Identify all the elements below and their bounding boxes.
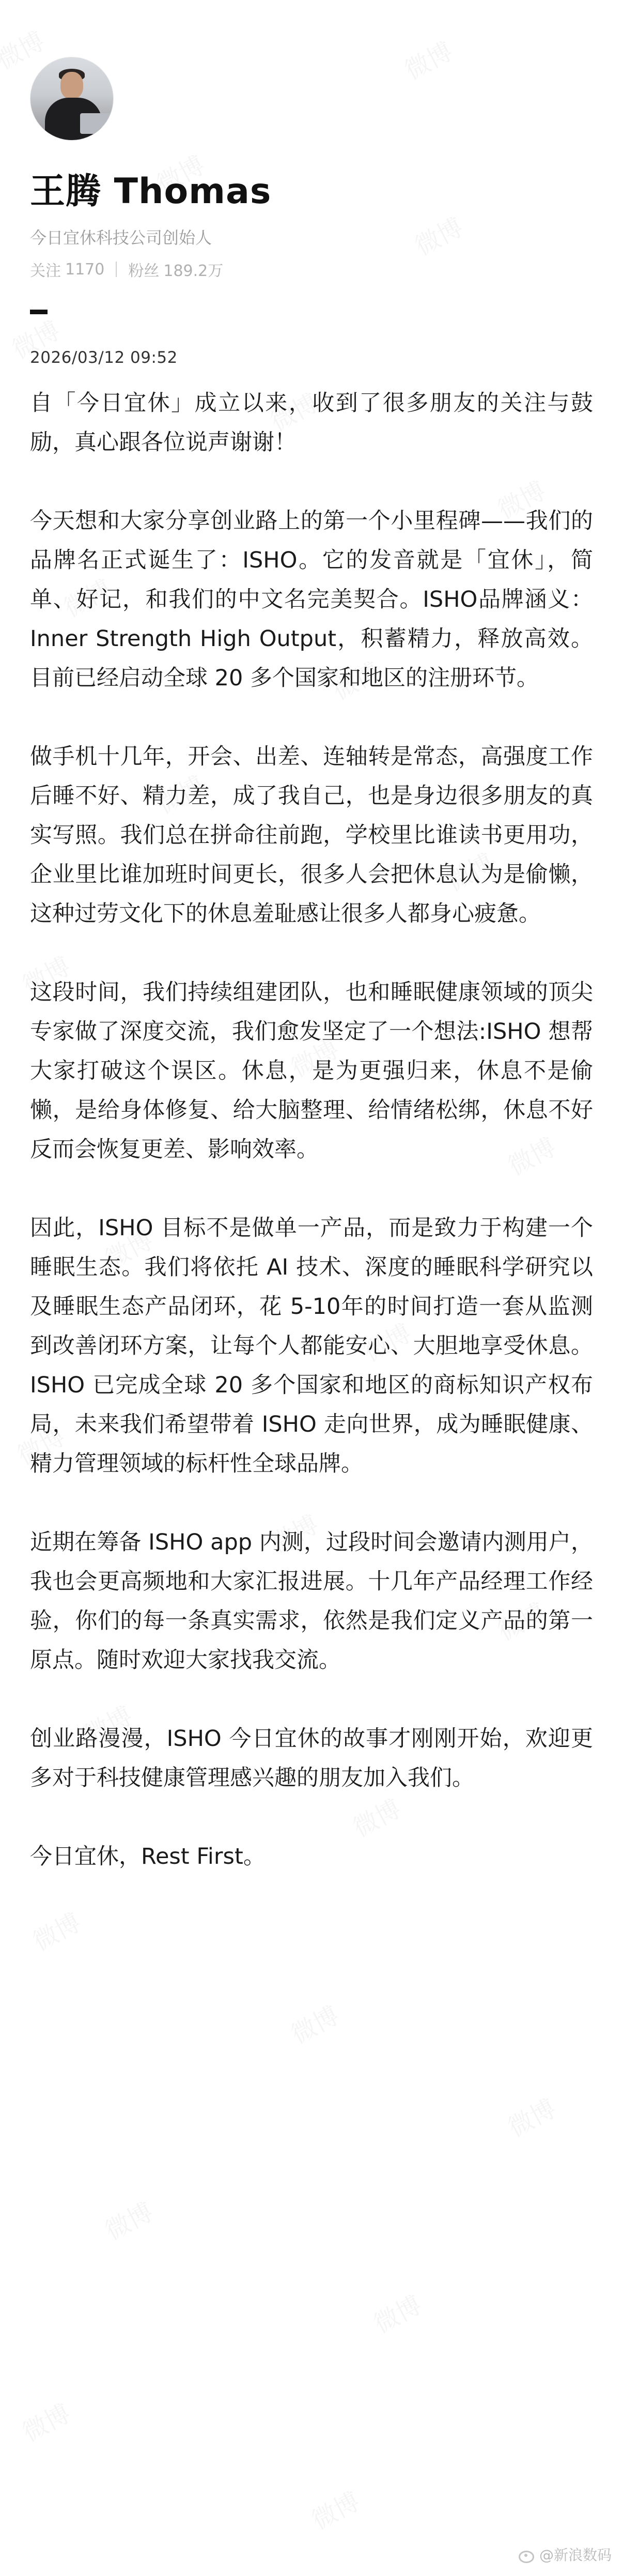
post-paragraph: 创业路漫漫，ISHO 今日宜休的故事才刚刚开始，欢迎更多对于科技健康管理感兴趣的朋友加入我们。 [30,1726,593,1791]
watermark-text [15,2394,75,2449]
watermark-signature [518,2544,612,2565]
profile-stats [30,258,593,281]
following-label[interactable]: 关注 [30,262,61,280]
signature-text: @新浪数码 [539,2547,612,2564]
profile-name[interactable]: 王腾 Thomas [30,171,272,212]
weibo-eye-icon [518,2548,535,2561]
avatar-head [60,72,83,99]
post-paragraph: 这段时间，我们持续组建团队，也和睡眠健康领域的顶尖专家做了深度交流，我们愈发坚定了一个想法:ISHO 想帮大家打破这个误区。休息，是为更强归来，休息不是偷懒，是给身体修复、给大脑整理、给情绪松绑，休息不好反而会恢复更差、影响效率。 [30,979,593,1162]
post-paragraph: 今日宜休，Rest First。 [30,1844,266,1869]
profile-bio: 今日宜休科技公司创始人 [30,228,212,248]
profile-header [30,57,593,367]
watermark-text [304,2482,365,2537]
following-count[interactable]: 1170 [65,260,105,279]
post-paragraph: 近期在筹备 ISHO app 内测，过段时间会邀请内测用户，我也会更高频地和大家汇报进展。十几年产品经理工作经验，你们的每一条真实需求，依然是我们定义产品的第一原点。随时欢迎大家找我交流。 [30,1529,593,1673]
avatar[interactable] [30,57,114,141]
followers-label[interactable]: 粉丝 [128,262,160,280]
watermark-text [366,2286,427,2340]
post-timestamp: 2026/03/12 09:52 [30,348,178,367]
post-paragraph: 自「今日宜休」成立以来，收到了很多朋友的关注与鼓励，真心跟各位说声谢谢！ [30,390,593,455]
section-divider [30,310,48,314]
avatar-laptop [80,113,114,134]
post-paragraph: 因此，ISHO 目标不是做单一产品，而是致力于构建一个睡眠生态。我们将依托 AI 技术、深度的睡眠科学研究以及睡眠生态产品闭环，花 5-10年的时间打造一套从监测到改善闭环方案，让每个人都能安心、大胆地享受休息。ISHO 已完成全球 20 多个国家和地区的商标知识产权布局，未来我们希望带着 ISHO 走向世界，成为睡眠健康、精力管理领域的标杆性全球品牌。 [30,1215,593,1477]
post-paragraph: 做手机十几年，开会、出差、连轴转是常态，高强度工作后睡不好、精力差，成了我自己，也是身边很多朋友的真实写照。我们总在拼命往前跑，学校里比谁读书更用功，企业里比谁加班时间更长，很多人会把休息认为是偷懒，这种过劳文化下的休息羞耻感让很多人都身心疲惫。 [30,744,593,927]
post-body [30,384,593,1876]
post-paragraph: 今天想和大家分享创业路上的第一个小里程碑——我们的品牌名正式诞生了：ISHO。它的发音就是「宜休」，简单、好记，和我们的中文名完美契合。ISHO品牌涵义：Inner Strength High Output，积蓄精力，释放高效。目前已经启动全球 20 多个国家和地区的注册环节。 [30,508,593,691]
watermark-text [25,1903,86,1958]
watermark-text [501,2089,561,2144]
watermark-text [98,2192,158,2247]
stats-divider [116,262,117,277]
followers-count[interactable]: 189.2万 [163,262,224,280]
watermark-text [284,1996,344,2051]
